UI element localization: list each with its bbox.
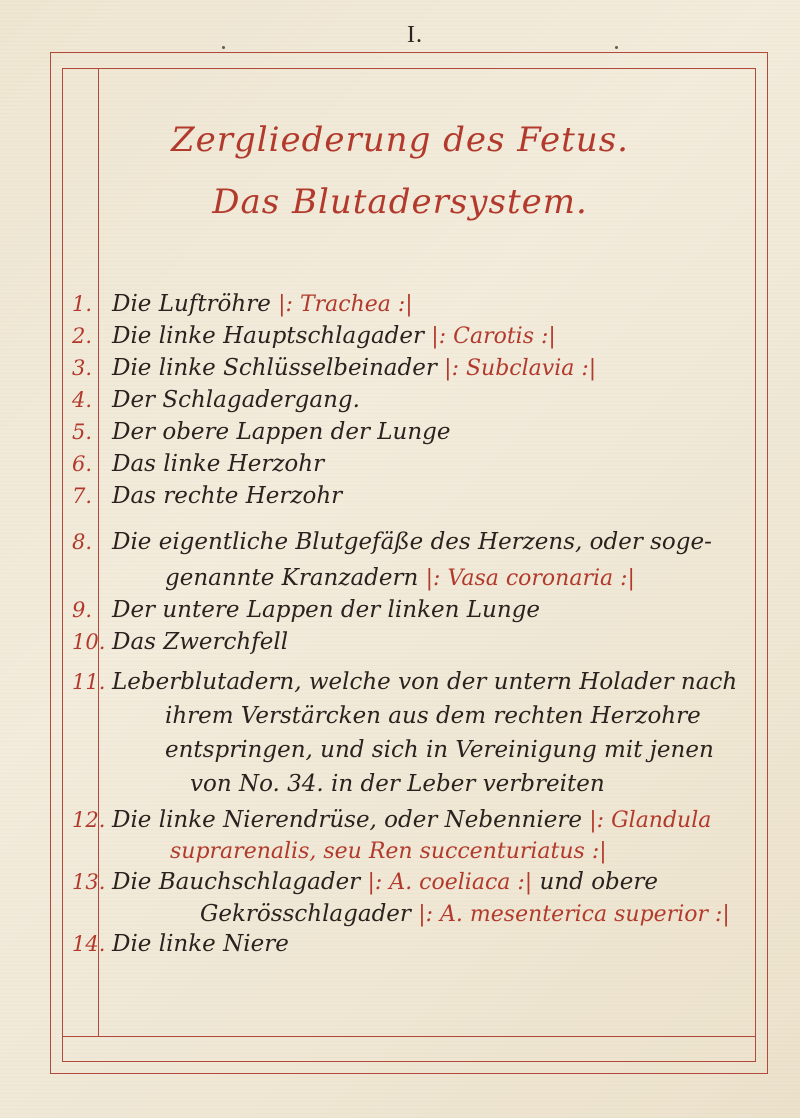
entry <box>0 866 800 898</box>
entry-text: Die linke Niere <box>112 931 289 957</box>
german-text: genannte Kranzadern <box>165 565 419 591</box>
german-text: Die Luftröhre <box>112 291 271 317</box>
latin-term: |: A. coeliaca :| <box>367 870 533 895</box>
title-line-1: Zergliederung des Fetus. <box>171 120 629 160</box>
entry-text <box>112 320 740 353</box>
entry-text <box>112 804 740 837</box>
entry-text <box>190 768 740 800</box>
german-text: Die Bauchschlagader <box>112 869 361 895</box>
entry-number: 3. <box>72 356 93 380</box>
entry <box>0 416 800 448</box>
entry-continuation <box>0 898 800 930</box>
margin-dot <box>222 46 225 49</box>
entry-number: 8. <box>72 530 93 554</box>
entry-continuation <box>0 734 800 766</box>
german-text: und obere <box>539 869 658 895</box>
entry-number: 1. <box>72 292 93 316</box>
entry-text <box>112 866 740 899</box>
entry <box>0 594 800 626</box>
entry <box>0 352 800 384</box>
entry <box>0 448 800 480</box>
entry-text: Das rechte Herzohr <box>112 483 343 509</box>
latin-term: |: A. mesenterica superior :| <box>418 902 730 927</box>
entry-number: 12. <box>72 808 106 832</box>
bottom-rule <box>62 1036 756 1037</box>
entry-number: 5. <box>72 420 93 444</box>
entry <box>0 526 800 558</box>
entry <box>0 288 800 320</box>
entry-number: 2. <box>72 324 93 348</box>
entry-continuation <box>0 700 800 732</box>
entry-number: 6. <box>72 452 93 476</box>
latin-term: suprarenalis, seu Ren succenturiatus :| <box>170 839 607 864</box>
entry-continuation <box>0 836 800 868</box>
page-number: I. <box>407 22 423 48</box>
german-text: Gekrösschlagader <box>200 901 411 927</box>
entry-text: Der obere Lappen der Lunge <box>112 419 451 445</box>
entry-text <box>165 562 740 595</box>
entry-text: ihrem Verstärcken aus dem rechten Herzohre <box>165 703 701 729</box>
entry-text: Der Schlagadergang. <box>112 387 360 413</box>
latin-term: |: Glandula <box>589 808 712 833</box>
entry <box>0 384 800 416</box>
entry-text <box>112 288 740 321</box>
entry-continuation <box>0 768 800 800</box>
entry <box>0 320 800 352</box>
title-line-2: Das Blutadersystem. <box>212 182 588 222</box>
latin-term: |: Subclavia :| <box>444 356 597 381</box>
entry-number: 13. <box>72 870 106 894</box>
entry-text: Das linke Herzohr <box>112 451 325 477</box>
entry-text: entspringen, und sich in Vereinigung mit jenen <box>165 737 714 763</box>
entry <box>0 480 800 512</box>
margin-dot <box>615 46 618 49</box>
german-text: Die linke Nierendrüse, oder Nebenniere <box>112 807 582 833</box>
latin-term: |: Carotis :| <box>431 324 556 349</box>
entry <box>0 928 800 960</box>
latin-term: |: Vasa coronaria :| <box>425 566 635 591</box>
entry-number: 4. <box>72 388 93 412</box>
german-text: Die linke Schlüsselbeinader <box>112 355 437 381</box>
german-text: von No. 34. in der Leber verbreiten <box>190 771 605 797</box>
entry-text: Das Zwerchfell <box>112 629 289 655</box>
entry-number: 7. <box>72 484 93 508</box>
entry-text: Der untere Lappen der linken Lunge <box>112 597 540 623</box>
entry-text <box>200 898 740 931</box>
entry-continuation <box>0 562 800 594</box>
entry-text <box>112 352 740 385</box>
german-text: Die linke Hauptschlagader <box>112 323 424 349</box>
entry <box>0 666 800 698</box>
entry-text: Die eigentliche Blutgefäße des Herzens, oder soge- <box>112 529 712 555</box>
entry <box>0 804 800 836</box>
entry <box>0 626 800 658</box>
latin-term: |: Trachea :| <box>278 292 413 317</box>
entry-number: 10. <box>72 630 106 654</box>
entry-number: 11. <box>72 670 106 694</box>
entry-text: Leberblutadern, welche von der untern Holader nach <box>112 669 738 695</box>
entry-number: 14. <box>72 932 106 956</box>
entry-number: 9. <box>72 598 93 622</box>
